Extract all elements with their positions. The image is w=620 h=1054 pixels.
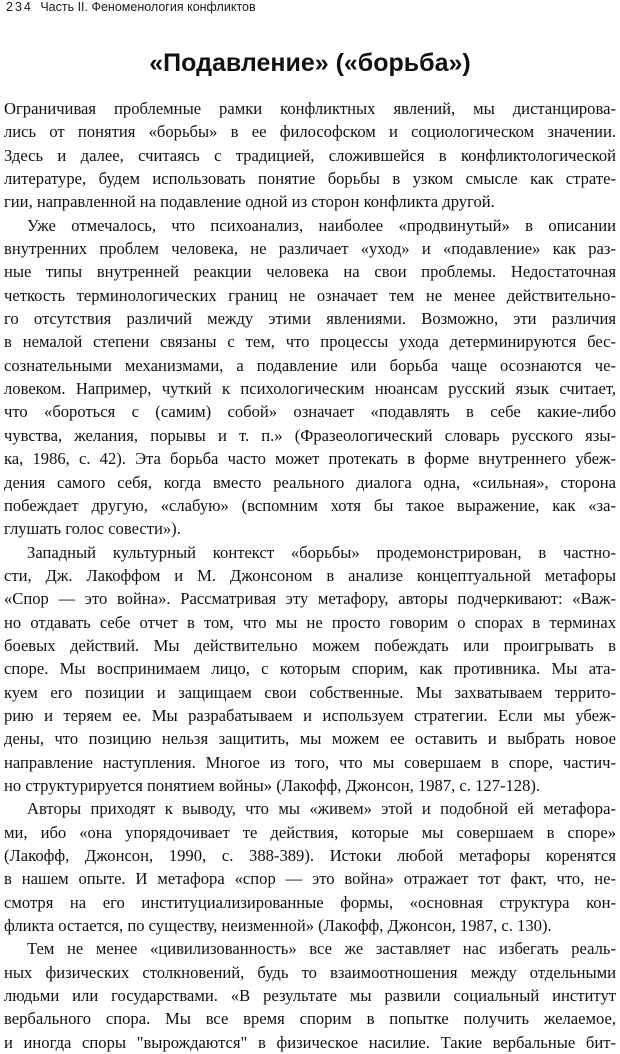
text-line: гии, направленной на подавление одной из сторон конфликта другой.	[4, 192, 495, 212]
text-line: литературе, будем использовать понятие борьбы в узком смысле как страте-	[4, 169, 616, 189]
text-line: сти, Дж. Лакоффом и М. Джонсоном в анализе концептуальной метафоры	[4, 565, 616, 585]
section-title: Часть II. Феноменология конфликтов	[40, 0, 256, 14]
paragraph	[4, 97, 616, 214]
text-line: ловеком. Например, чуткий к психологическим нюансам русский язык считает,	[4, 379, 616, 399]
paragraph	[4, 541, 616, 798]
text-line: Ограничивая проблемные рамки конфликтных явлений, мы дистанцирова-	[4, 99, 616, 118]
text-line: и иногда споры "вырождаются" в физическое насилие. Такие вербальные бит-	[4, 1032, 616, 1052]
text-line: боевых действий. Мы действительно можем побеждать или проигрывать в	[4, 635, 616, 655]
text-line: что «бороться с (самим) собой» означает «подавлять в себе какие-либо	[4, 402, 616, 422]
text-line: лись от понятия «борьбы» в ее философском и социологическом значении.	[4, 122, 616, 142]
text-line: ка, 1986, с. 42). Эта борьба часто может протекать в форме внутреннего убеж-	[4, 449, 616, 469]
paragraph	[4, 214, 616, 541]
text-line: в немалой степени связаны с тем, что процессы ухода детерминируются бес-	[4, 332, 616, 352]
text-line: направление наступления. Многое из того, что мы совершаем в споре, частич-	[4, 752, 616, 772]
text-line: Западный культурный контекст «борьбы» продемонстрирован, в частно-	[27, 542, 616, 562]
text-line: Уже отмечалось, что психоанализ, наиболее «продвинутый» в описании	[27, 215, 616, 235]
text-line: Авторы приходят к выводу, что мы «живем» этой и подобной ей метафора-	[27, 799, 616, 819]
text-line: но отдавать себе отчет в том, что мы не просто говорим о спорах в терминах	[4, 612, 616, 632]
text-line: ми, ибо «она упорядочивает те действия, которые мы совершаем в споре»	[4, 822, 616, 842]
text-line: внутренних проблем человека, не различает «уход» и «подавление» как раз-	[4, 239, 616, 259]
text-line: ных физических столкновений, будь то взаимоотношения между отдельными	[4, 962, 616, 982]
page-number: 234	[6, 0, 33, 14]
text-line: дения самого себя, когда вместо реального диалога одна, «сильная», сторона	[4, 472, 616, 492]
text-line: чувства, желания, порывы и т. п.» (Фразеологический словарь русского язы-	[4, 425, 616, 445]
paragraph	[4, 937, 616, 1054]
text-line: куем его позиции и защищаем свои собственные. Мы захватываем террито-	[4, 682, 616, 702]
text-line: (Лакофф, Джонсон, 1990, с. 388-389). Истоки любой метафоры коренятся	[4, 846, 616, 865]
text-line: в нашем опыте. И метафора «спор — это война» отражает тот факт, что, не-	[4, 869, 616, 889]
text-line: Тем не менее «цивилизованность» все же заставляет нас избегать реаль-	[27, 939, 616, 959]
text-line: споре. Мы воспринимаем лицо, с которым спорим, как противника. Мы ата-	[4, 659, 616, 679]
text-line: побеждает другую, «слабую» (вспомним хотя бы такое выражение, как «за-	[4, 495, 616, 515]
text-line: фликта остается, по существу, неизменной» (Лакофф, Джонсон, 1987, с. 130).	[4, 916, 552, 936]
text-line: го отсутствия различий между этими явлениями. Возможно, эти различия	[4, 309, 616, 329]
paragraph	[4, 797, 616, 937]
body-text	[4, 97, 616, 1054]
text-line: четкость терминологических границ не означает тем не менее действительно-	[4, 285, 616, 305]
text-line: Здесь и далее, считаясь с традицией, сложившейся в конфликтологической	[4, 145, 616, 165]
text-line: дены, что позицию нельзя защитить, мы можем ее оставить и выбрать новое	[4, 729, 616, 749]
text-line: глушать голос совести»).	[4, 519, 181, 539]
running-head	[6, 0, 256, 15]
text-line: «Спор — это война». Рассматривая эту метафору, авторы подчеркивают: «Важ-	[4, 589, 616, 609]
text-line: но структурируется понятием войны» (Лакофф, Джонсон, 1987, с. 127-128).	[4, 775, 541, 795]
text-line: людьми или государствами. «В результате мы развили социальный институт	[4, 986, 616, 1006]
text-line: сознательными механизмами, а подавление или борьба чаще осознаются че-	[4, 355, 616, 375]
text-line: смотря на его институциализированные формы, «основная структура кон-	[4, 892, 616, 912]
text-line: вербального спора. Мы все время спорим в попытке получить желаемое,	[4, 1009, 616, 1029]
text-line: рию и теряем ее. Мы разрабатываем и используем стратегии. Если мы убеж-	[4, 705, 616, 725]
section-heading: «Подавление» («борьба»)	[149, 49, 471, 77]
text-line: ные типы внутренней реакции человека на свои проблемы. Недостаточная	[4, 262, 616, 282]
